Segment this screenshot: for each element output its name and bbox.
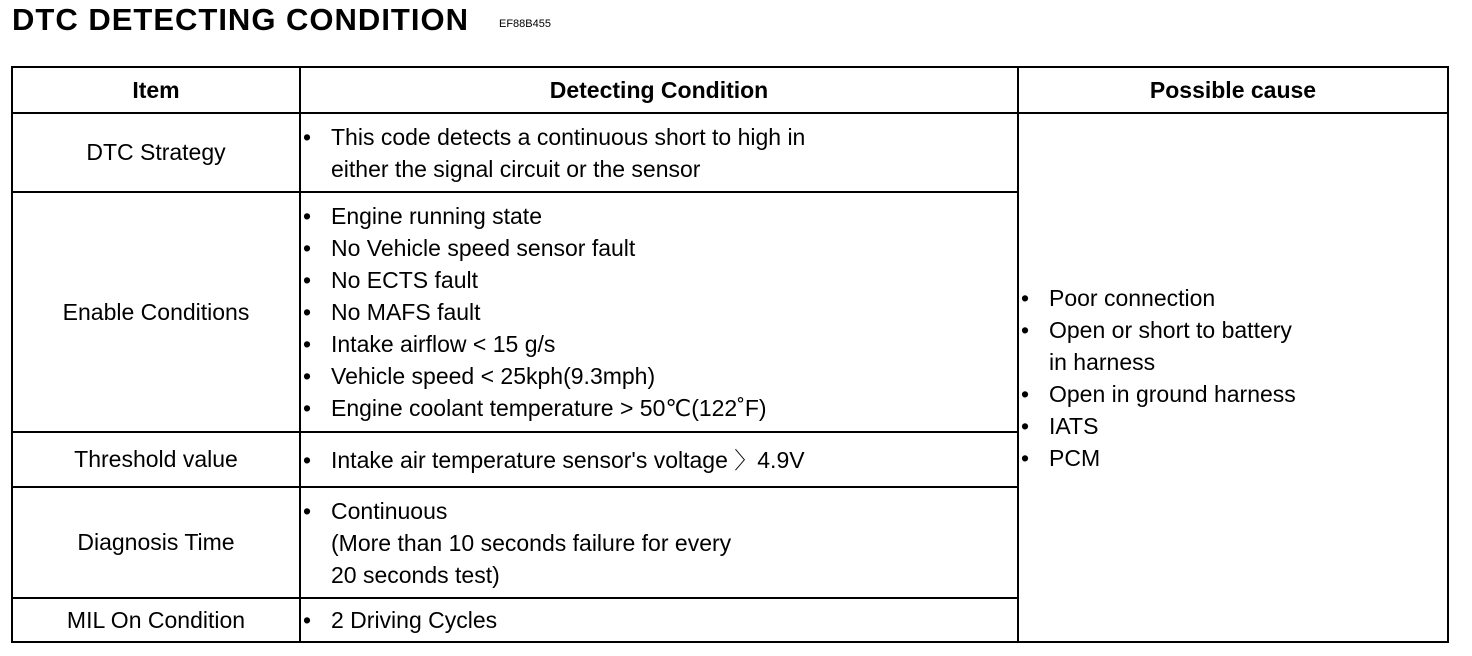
dtc-condition-table [11, 66, 1449, 643]
cause-bullet: • PCM [1019, 442, 1447, 474]
document-code: EF88B455 [499, 18, 551, 30]
condition-bullet: • Engine running state [301, 200, 1017, 232]
condition-bullet: • This code detects a continuous short to high in either the signal circuit or the sensor [301, 121, 1017, 185]
row-condition-threshold-value [300, 432, 1018, 487]
condition-bullet: • Vehicle speed < 25kph(9.3mph) [301, 360, 1017, 392]
row-item-dtc-strategy: DTC Strategy [12, 113, 300, 192]
condition-bullet: • Intake air temperature sensor's voltage 〉4.9V [301, 444, 1017, 476]
cause-bullet: • Open or short to battery in harness [1019, 314, 1447, 378]
header-possible-cause: Possible cause [1018, 67, 1448, 113]
cause-bullet: • Poor connection [1019, 282, 1447, 314]
row-item-threshold-value: Threshold value [12, 432, 300, 487]
row-condition-enable-conditions [300, 192, 1018, 432]
table-header-row [12, 67, 1448, 113]
header-item: Item [12, 67, 300, 113]
condition-bullet: • No MAFS fault [301, 296, 1017, 328]
cause-bullet: • Open in ground harness [1019, 378, 1447, 410]
condition-bullet: • Engine coolant temperature > 50℃(122˚F) [301, 392, 1017, 424]
row-item-diagnosis-time: Diagnosis Time [12, 487, 300, 598]
condition-bullet: • No ECTS fault [301, 264, 1017, 296]
table-row [12, 113, 1448, 192]
row-condition-diagnosis-time [300, 487, 1018, 598]
header-detecting-condition: Detecting Condition [300, 67, 1018, 113]
condition-bullet: • Continuous (More than 10 seconds failure for every 20 seconds test) [301, 495, 1017, 591]
row-condition-dtc-strategy [300, 113, 1018, 192]
condition-bullet: • Intake airflow < 15 g/s [301, 328, 1017, 360]
cause-bullet: • IATS [1019, 410, 1447, 442]
condition-bullet: • No Vehicle speed sensor fault [301, 232, 1017, 264]
possible-cause-cell [1018, 113, 1448, 642]
page-title: DTC DETECTING CONDITION [12, 2, 469, 37]
condition-bullet: • 2 Driving Cycles [301, 604, 1017, 636]
row-condition-mil-on-condition [300, 598, 1018, 642]
row-item-enable-conditions: Enable Conditions [12, 192, 300, 432]
row-item-mil-on-condition: MIL On Condition [12, 598, 300, 642]
page-heading [12, 2, 551, 46]
